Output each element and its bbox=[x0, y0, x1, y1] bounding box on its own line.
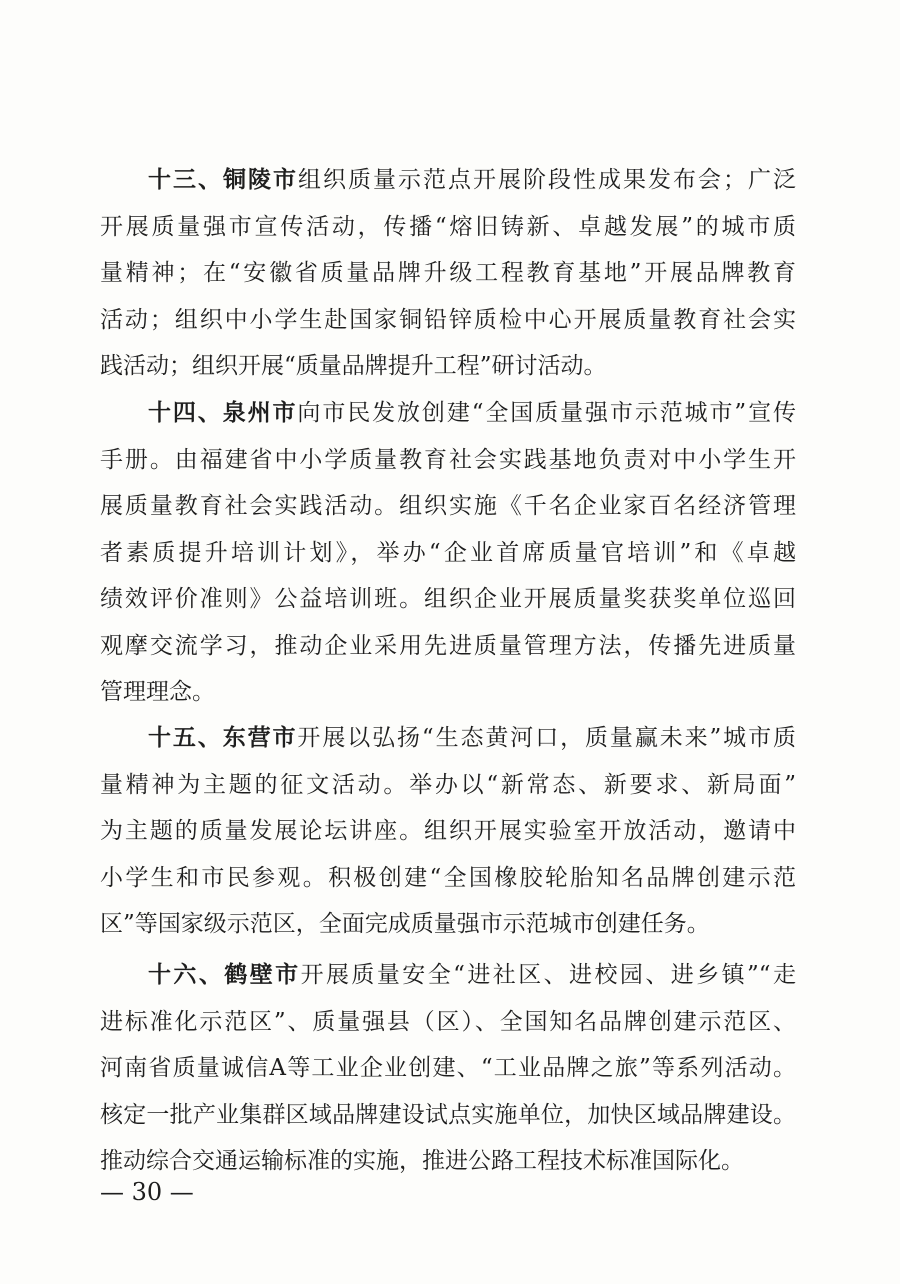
paragraph-line bbox=[100, 535, 796, 571]
paragraph-first-line bbox=[148, 720, 796, 756]
section-heading: 十三、铜陵市 bbox=[148, 167, 298, 193]
paragraph-line bbox=[100, 581, 796, 617]
page-number: — 30 — bbox=[100, 1178, 194, 1206]
paragraph-first-line bbox=[148, 957, 796, 993]
paragraph-line bbox=[100, 1097, 796, 1133]
paragraph-line bbox=[100, 767, 796, 803]
paragraph-line bbox=[100, 1004, 796, 1040]
paragraph-text: 向市民发放创建“全国质量强市示范城市”宣传 bbox=[297, 400, 796, 426]
paragraph-text: 践活动；组织开展“质量品牌提升工程”研讨活动。 bbox=[100, 353, 607, 379]
paragraph-line bbox=[100, 209, 796, 245]
paragraph-text: 推动综合交通运输标准的实施，推进公路工程技术标准国际化。 bbox=[100, 1148, 744, 1174]
paragraph-text: 开展质量强市宣传活动，传播“熔旧铸新、卓越发展”的城市质 bbox=[100, 213, 796, 240]
section-heading: 十五、东营市 bbox=[148, 725, 298, 751]
paragraph-line bbox=[100, 302, 796, 338]
paragraph-text: 量精神为主题的征文活动。举办以“新常态、新要求、新局面” bbox=[100, 771, 796, 798]
paragraph-text: 核定一批产业集群区域品牌建设试点实施单位，加快区域品牌建设。 bbox=[100, 1101, 796, 1128]
paragraph-text: 者素质提升培训计划》，举办“企业首席质量官培训”和《卓越 bbox=[100, 539, 796, 566]
paragraph-line bbox=[100, 488, 796, 524]
paragraph-text: 管理理念。 bbox=[100, 679, 215, 705]
paragraph-text: 绩效评价准则》公益培训班。组织企业开展质量奖获奖单位巡回 bbox=[100, 586, 796, 612]
section-heading: 十六、鹤壁市 bbox=[148, 962, 301, 988]
paragraph-text: 为主题的质量发展论坛讲座。组织开展实验室开放活动，邀请中 bbox=[100, 818, 796, 844]
paragraph-line bbox=[100, 1143, 796, 1179]
paragraph-line bbox=[100, 674, 796, 710]
paragraph-line bbox=[100, 860, 796, 896]
paragraph-line bbox=[100, 628, 796, 664]
paragraph-text: 展质量教育社会实践活动。组织实施《千名企业家百名经济管理 bbox=[100, 493, 796, 519]
paragraph-text: 观摩交流学习，推动企业采用先进质量管理方法，传播先进质量 bbox=[100, 632, 796, 659]
paragraph-text: 手册。由福建省中小学质量教育社会实践基地负责对中小学生开 bbox=[100, 446, 796, 473]
paragraph-line bbox=[100, 906, 796, 942]
paragraph-text: 组织质量示范点开展阶段性成果发布会；广泛 bbox=[298, 167, 796, 193]
paragraph-line bbox=[100, 348, 796, 384]
paragraph-line bbox=[100, 1050, 796, 1086]
section-heading: 十四、泉州市 bbox=[148, 400, 298, 426]
paragraph-first-line bbox=[148, 162, 796, 198]
paragraph-text: 区”等国家级示范区，全面完成质量强市示范城市创建任务。 bbox=[100, 911, 710, 937]
paragraph-line bbox=[100, 813, 796, 849]
paragraph-first-line bbox=[148, 395, 796, 431]
paragraph-line bbox=[100, 255, 796, 291]
paragraph-text: 量精神；在“安徽省质量品牌升级工程教育基地”开展品牌教育 bbox=[100, 260, 796, 286]
paragraph-text: 开展质量安全“进社区、进校园、进乡镇”“走 bbox=[300, 962, 796, 988]
paragraph-line bbox=[100, 442, 796, 478]
paragraph-text: 进标准化示范区”、质量强县（区）、全国知名品牌创建示范区、 bbox=[100, 1008, 796, 1035]
paragraph-text: 活动；组织中小学生赴国家铜铅锌质检中心开展质量教育社会实 bbox=[100, 306, 796, 333]
paragraph-text: 小学生和市民参观。积极创建“全国橡胶轮胎知名品牌创建示范 bbox=[100, 864, 796, 891]
paragraph-text: 开展以弘扬“生态黄河口，质量赢未来”城市质 bbox=[297, 725, 796, 751]
paragraph-text: 河南省质量诚信A等工业企业创建、“工业品牌之旅”等系列活动。 bbox=[100, 1055, 796, 1081]
